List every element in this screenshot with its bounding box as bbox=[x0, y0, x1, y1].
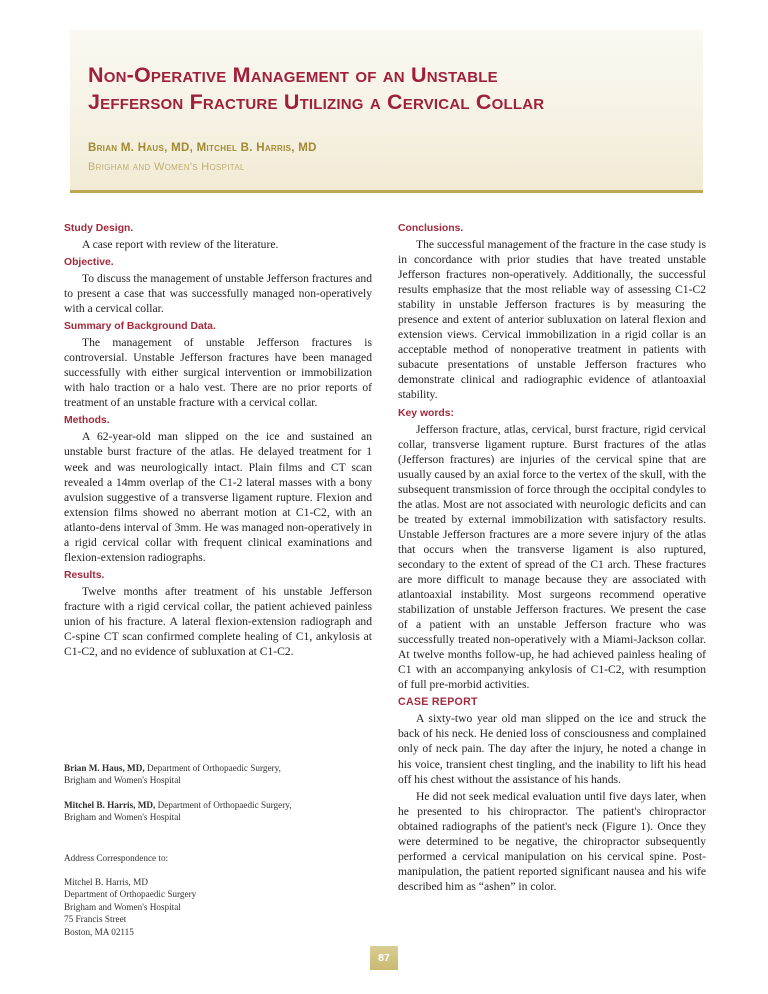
footnote-spacer bbox=[64, 836, 372, 852]
section-text-results: Twelve months after treatment of his unstable Jefferson fracture with a rigid cervical collar, the patient achieved painless union of his fracture. A lateral flexion-extension radiograph and C-spine CT scan confirmed complete healing of C1, ankylosis at C1-C2, and no evidence of subluxation at C1-C2. bbox=[64, 584, 372, 659]
footnote-author-2-institution: Brigham and Women's Hospital bbox=[64, 812, 181, 823]
correspondence-line-2: Department of Orthopaedic Surgery bbox=[64, 889, 197, 900]
title-line-1: Non-Operative Management of an Unstable bbox=[88, 63, 498, 87]
column-right bbox=[398, 218, 706, 896]
correspondence-address bbox=[64, 876, 372, 938]
section-heading-objective: Objective. bbox=[64, 257, 114, 269]
author-affiliation: Brigham and Women's Hospital bbox=[88, 161, 245, 173]
section-heading-results: Results. bbox=[64, 569, 105, 581]
correspondence-line-3: Brigham and Women's Hospital bbox=[64, 901, 181, 912]
correspondence-line-4: 75 Francis Street bbox=[64, 914, 127, 925]
author-list: Brian M. Haus, MD, Mitchel B. Harris, MD bbox=[88, 142, 317, 154]
section-text-key-words: Jefferson fracture, atlas, cervical, burst fracture, rigid cervical collar, transverse ligament rupture. Burst fractures of the atlas (Jefferson fractures) are injuries of the cervical spine that are usually caused by an axial force to the vertex of the skull, with the subsequent transmission of force through the occipital condyles to the atlas. Most are not associated with neurologic deficits and can be treated by external immobilization with satisfactory results. Unstable Jefferson fractures are a more severe injury of the atlas that occurs when the transverse ligament is also ruptured, secondary to the extent of spread of the C1 arch. These fractures are more difficult to manage because they are associated with atlantoaxial instability. Most surgeons recommend operative stabilization of unstable Jefferson fractures. We present the case of a patient with an unstable Jefferson fracture who was successfully treated non-operatively with a Miami-Jackson collar. At twelve months follow-up, he had achieved painless healing of C1 with an accompanying ankylosis of C1-C2, with resumption of full pre-morbid activities. bbox=[398, 422, 706, 692]
page-title bbox=[88, 62, 675, 116]
footnote-author-2 bbox=[64, 799, 372, 824]
header-content bbox=[70, 30, 703, 173]
section-heading-conclusions: Conclusions. bbox=[398, 223, 464, 234]
section-text-summary-background-data: The management of unstable Jefferson fractures is controversial. Unstable Jefferson fractures have been managed successfully with either surgical intervention or immobilization with halo traction or a halo vest. There are no prior reports of treatment of an unstable fracture with a cervical collar. bbox=[64, 336, 372, 410]
section-heading-methods: Methods. bbox=[64, 415, 110, 427]
section-heading-study-design: Study Design. bbox=[64, 223, 134, 234]
footnote-author-1-institution: Brigham and Women's Hospital bbox=[64, 775, 181, 786]
section-text-methods: A 62-year-old man slipped on the ice and sustained an unstable burst fracture of the atlas. He delayed treatment for 1 week and was neurologically intact. Plain films and CT scan revealed a 14mm overlap of the C1-2 lateral masses with a bony avulsion suggestive of a transverse ligament rupture. Flexion and extension films showed no aberrant motion at C1-C2, with an atlanto-dens interval of 3mm. He was managed non-operatively in a rigid cervical collar with frequent clinical examinations and flexion-extension radiographs. bbox=[64, 430, 372, 564]
footnote-author-1 bbox=[64, 762, 372, 787]
page-number-badge: 87 bbox=[370, 946, 398, 970]
correspondence-label: Address Correspondence to: bbox=[64, 852, 169, 863]
footnote-author-1-dept: Department of Orthopaedic Surgery, bbox=[144, 763, 281, 773]
article-header-banner bbox=[70, 30, 703, 192]
correspondence-line-5: Boston, MA 02115 bbox=[64, 926, 134, 937]
section-text-study-design: A case report with review of the literature. bbox=[82, 238, 279, 251]
footnote-author-2-dept: Department of Orthopaedic Surgery, bbox=[155, 799, 292, 810]
footnote-author-1-name: Brian M. Haus, MD, bbox=[64, 763, 145, 773]
correspondence-line-1: Mitchel B. Harris, MD bbox=[64, 877, 148, 888]
case-report-paragraph-1: A sixty-two year old man slipped on the ice and struck the back of his neck. He denied loss of consciousness and complained only of neck pain. The day after the injury, he noted a change in his voice, transient chest tingling, and the inability to lift his head off his chest without the assistance of his hands. bbox=[398, 712, 706, 786]
case-report-paragraph-2: He did not seek medical evaluation until five days later, when he presented to his chiropractor. The patient's chiropractor obtained radiographs of the patient's neck (Figure 1). Once they were determined to be negative, the chiropractor subsequently performed a cervical manipulation on his cervical spine. Post-manipulation, the patient reported significant nausea and his wife described him as “ashen” in color. bbox=[398, 789, 706, 893]
section-heading-key-words: Key words: bbox=[398, 407, 455, 419]
title-line-2: Jefferson Fracture Utilizing a Cervical Collar bbox=[88, 90, 545, 114]
header-divider bbox=[70, 190, 703, 193]
section-text-conclusions: The successful management of the fracture in the case study is in concordance with prior studies that have treated unstable Jefferson fractures non-operatively. Additionally, the successful results emphasize that the most reliable way of assessing C1-C2 stability in unstable Jefferson fractures is by measuring the presence and extent of anterior subluxation on lateral flexion and extension views. Cervical immobilization in a rigid collar is an acceptable method of nonoperative treatment in patients with subacute presentations of unstable Jefferson fractures who demonstrate clinical and radiographic evidence of atlantoaxial stability. bbox=[398, 238, 706, 402]
section-heading-summary-background-data: Summary of Background Data. bbox=[64, 321, 216, 333]
section-heading-case-report: CASE REPORT bbox=[398, 696, 478, 709]
footnote-author-2-name: Mitchel B. Harris, MD, bbox=[64, 799, 156, 810]
footnote-block bbox=[64, 762, 372, 950]
section-text-objective: To discuss the management of unstable Jefferson fractures and to present a case that was successfully managed non-operatively with a cervical collar. bbox=[64, 272, 373, 316]
